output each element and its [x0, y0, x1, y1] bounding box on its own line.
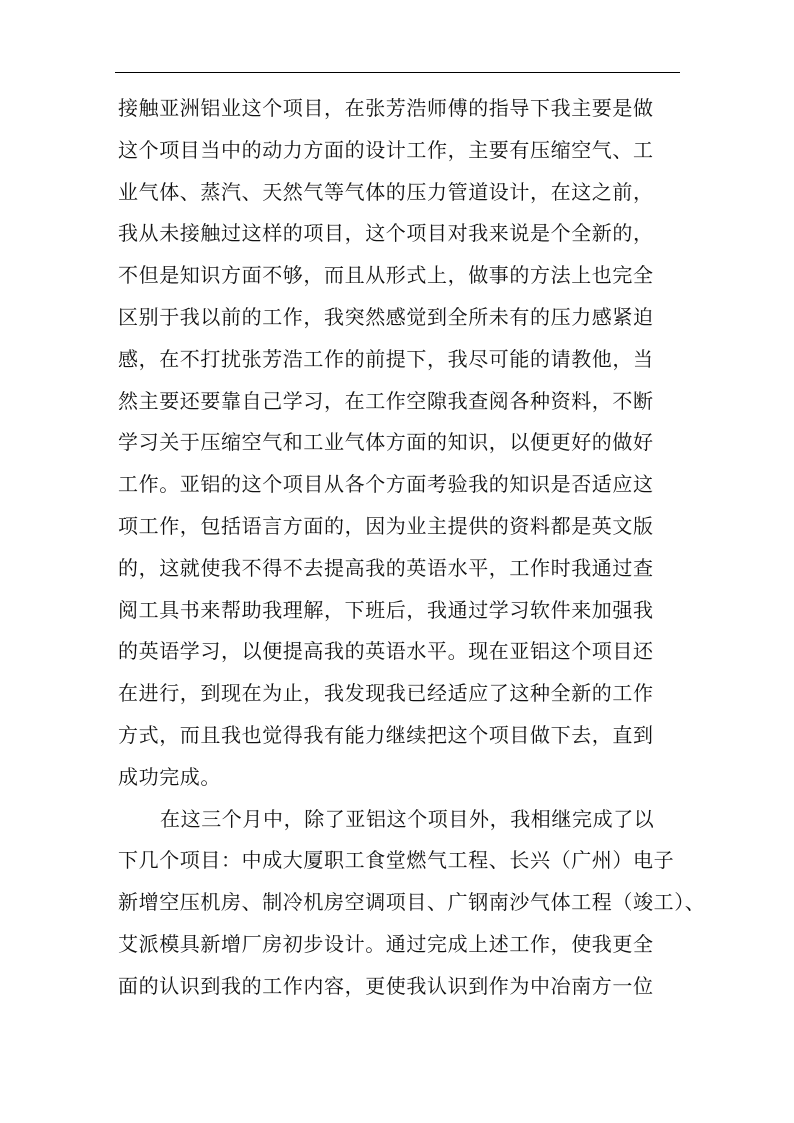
text-line: 的，这就使我不得不去提高我的英语水平，工作时我通过查: [118, 555, 654, 580]
text-line: 这个项目当中的动力方面的设计工作，主要有压缩空气、工: [118, 137, 654, 162]
text-line: 学习关于压缩空气和工业气体方面的知识，以便更好的做好: [118, 430, 654, 455]
header-rule: [115, 72, 680, 73]
text-line: 成功完成。: [118, 764, 221, 789]
text-line: 区别于我以前的工作，我突然感觉到全所未有的压力感紧迫: [118, 304, 654, 329]
text-line: 艾派模具新增厂房初步设计。通过完成上述工作，使我更全: [118, 931, 654, 956]
text-line: 阅工具书来帮助我理解，下班后，我通过学习软件来加强我: [118, 597, 654, 622]
text-line: 工作。亚铝的这个项目从各个方面考验我的知识是否适应这: [118, 472, 654, 497]
text-line: 不但是知识方面不够，而且从形式上，做事的方法上也完全: [118, 263, 654, 288]
text-line: 项工作，包括语言方面的，因为业主提供的资料都是英文版: [118, 513, 654, 538]
text-line: 下几个项目：中成大厦职工食堂燃气工程、长兴（广州）电子: [118, 848, 675, 873]
text-line: 新增空压机房、制冷机房空调项目、广钢南沙气体工程（竣工）、: [118, 890, 706, 915]
text-line: 接触亚洲铝业这个项目，在张芳浩师傅的指导下我主要是做: [118, 96, 654, 120]
paragraph-2: [118, 799, 706, 1008]
paragraph-1: [118, 88, 698, 799]
text-line: 在这三个月中，除了亚铝这个项目外，我相继完成了以: [160, 806, 655, 831]
text-line: 我从未接触过这样的项目，这个项目对我来说是个全新的，: [118, 221, 654, 246]
text-line: 面的认识到我的工作内容，更使我认识到作为中冶南方一位: [118, 973, 654, 998]
text-line: 的英语学习，以便提高我的英语水平。现在亚铝这个项目还: [118, 639, 654, 664]
text-line: 然主要还要靠自己学习，在工作空隙我查阅各种资料，不断: [118, 388, 654, 413]
text-line: 感，在不打扰张芳浩工作的前提下，我尽可能的请教他，当: [118, 346, 654, 371]
text-line: 方式，而且我也觉得我有能力继续把这个项目做下去，直到: [118, 722, 654, 747]
body-text: [118, 88, 706, 1008]
text-line: 在进行，到现在为止，我发现我已经适应了这种全新的工作: [118, 681, 654, 706]
text-line: 业气体、蒸汽、天然气等气体的压力管道设计，在这之前，: [118, 179, 654, 204]
